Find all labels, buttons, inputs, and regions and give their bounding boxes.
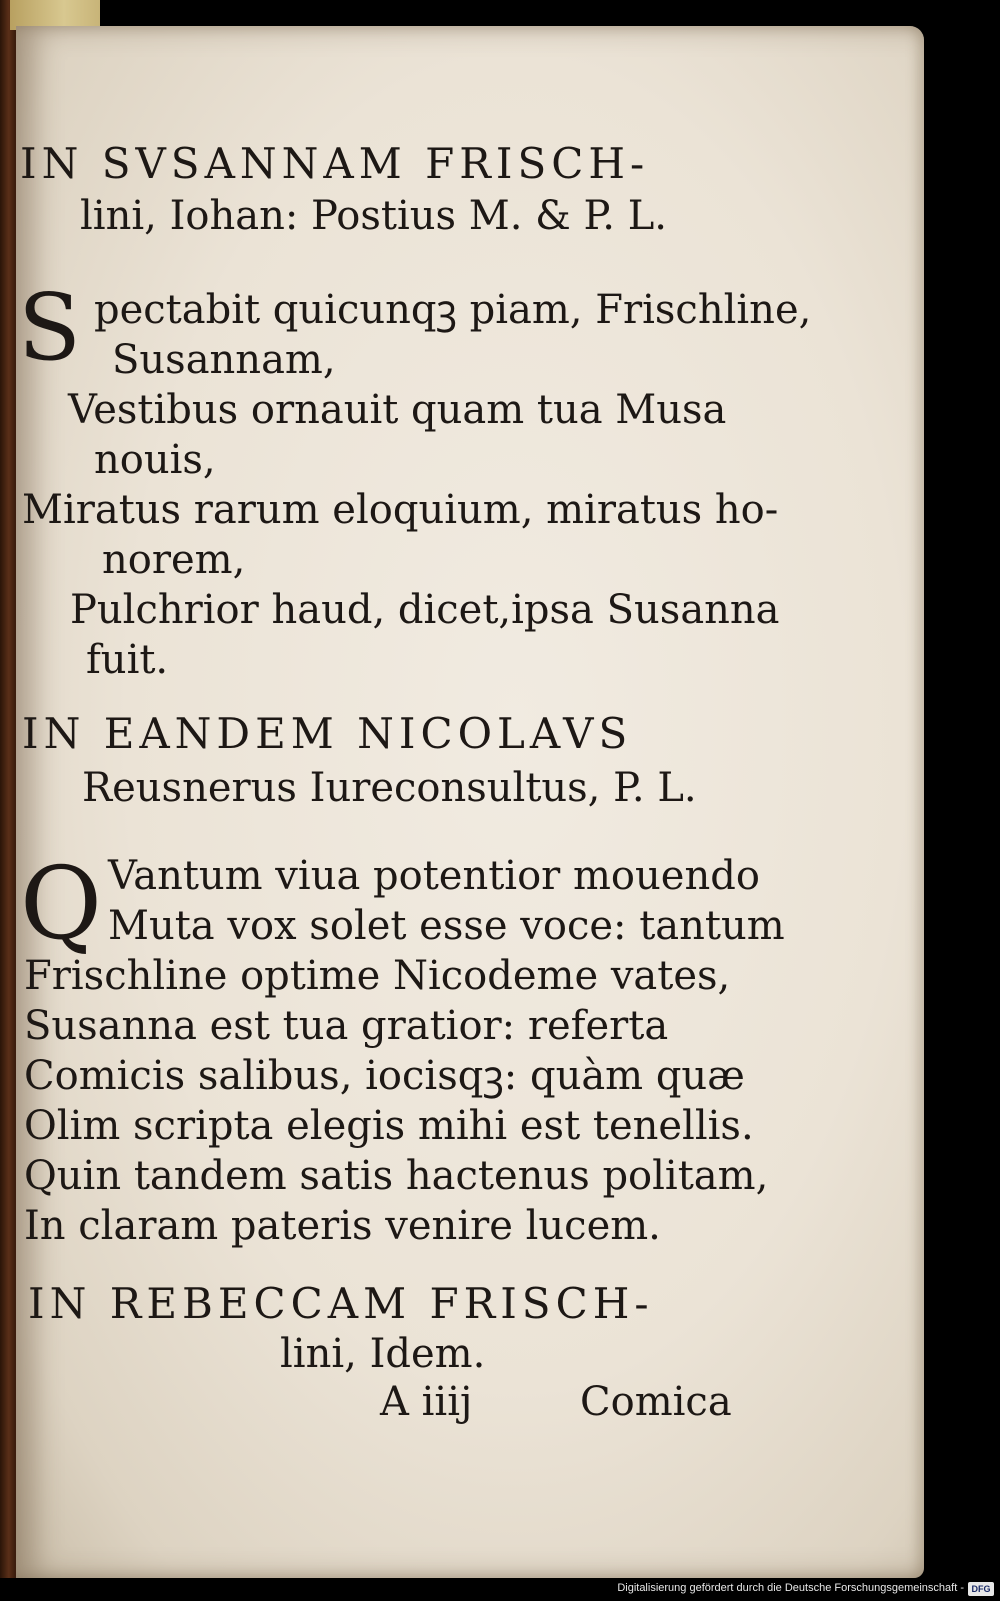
signature-mark: A iiij	[380, 1379, 473, 1425]
catchword: Comica	[580, 1379, 732, 1425]
poem-2-line-6: Olim scripta elegis mihi est tenellis.	[24, 1103, 754, 1149]
footer-bar	[0, 1578, 1000, 1601]
poem-1-line-2: Susannam,	[112, 337, 336, 383]
poem-2-line-4: Susanna est tua gratior: referta	[24, 1003, 669, 1049]
page-text	[16, 26, 924, 1578]
heading-1-line-1: IN SVSANNAM FRISCH-	[20, 139, 650, 188]
poem-1-line-4: nouis,	[94, 437, 216, 483]
poem-1-line-3: Vestibus ornauit quam tua Musa	[68, 387, 727, 433]
heading-2-line-2: Reusnerus Iureconsultus, P. L.	[82, 765, 697, 811]
poem-1-line-6: norem,	[102, 537, 246, 583]
poem-2-line-2: Muta vox solet esse voce: tantum	[108, 903, 785, 949]
heading-3-line-2: lini, Idem.	[280, 1331, 486, 1377]
poem-2-line-1: Vantum viua potentior mouendo	[108, 853, 760, 899]
book-page	[16, 26, 924, 1578]
poem-1-line-8: fuit.	[86, 637, 169, 683]
poem-1-line-5: Miratus rarum eloquium, miratus ho-	[22, 487, 779, 533]
poem-2-line-3: Frischline optime Nicodeme vates,	[24, 953, 731, 999]
poem-2-line-8: In claram pateris venire lucem.	[24, 1203, 661, 1249]
poem-2-line-5: Comicis salibus, iocisqꝫ: quàm quæ	[24, 1053, 745, 1099]
heading-3-line-1: IN REBECCAM FRISCH-	[28, 1279, 654, 1328]
heading-1-line-2: lini, Iohan: Postius M. & P. L.	[80, 193, 668, 239]
heading-2-line-1: IN EANDEM NICOLAVS	[22, 709, 633, 758]
drop-cap-s: S	[18, 274, 82, 381]
poem-1-line-1: pectabit quicunqꝫ piam, Frischline,	[94, 287, 812, 333]
dfg-logo-icon: DFG	[968, 1582, 994, 1596]
poem-1-line-7: Pulchrior haud, dicet,ipsa Susanna	[70, 587, 780, 633]
poem-2-line-7: Quin tandem satis hactenus politam,	[24, 1153, 769, 1199]
funding-credit: Digitalisierung gefördert durch die Deutsche Forschungsgemeinschaft -	[617, 1582, 964, 1594]
drop-cap-q: Q	[20, 845, 102, 962]
